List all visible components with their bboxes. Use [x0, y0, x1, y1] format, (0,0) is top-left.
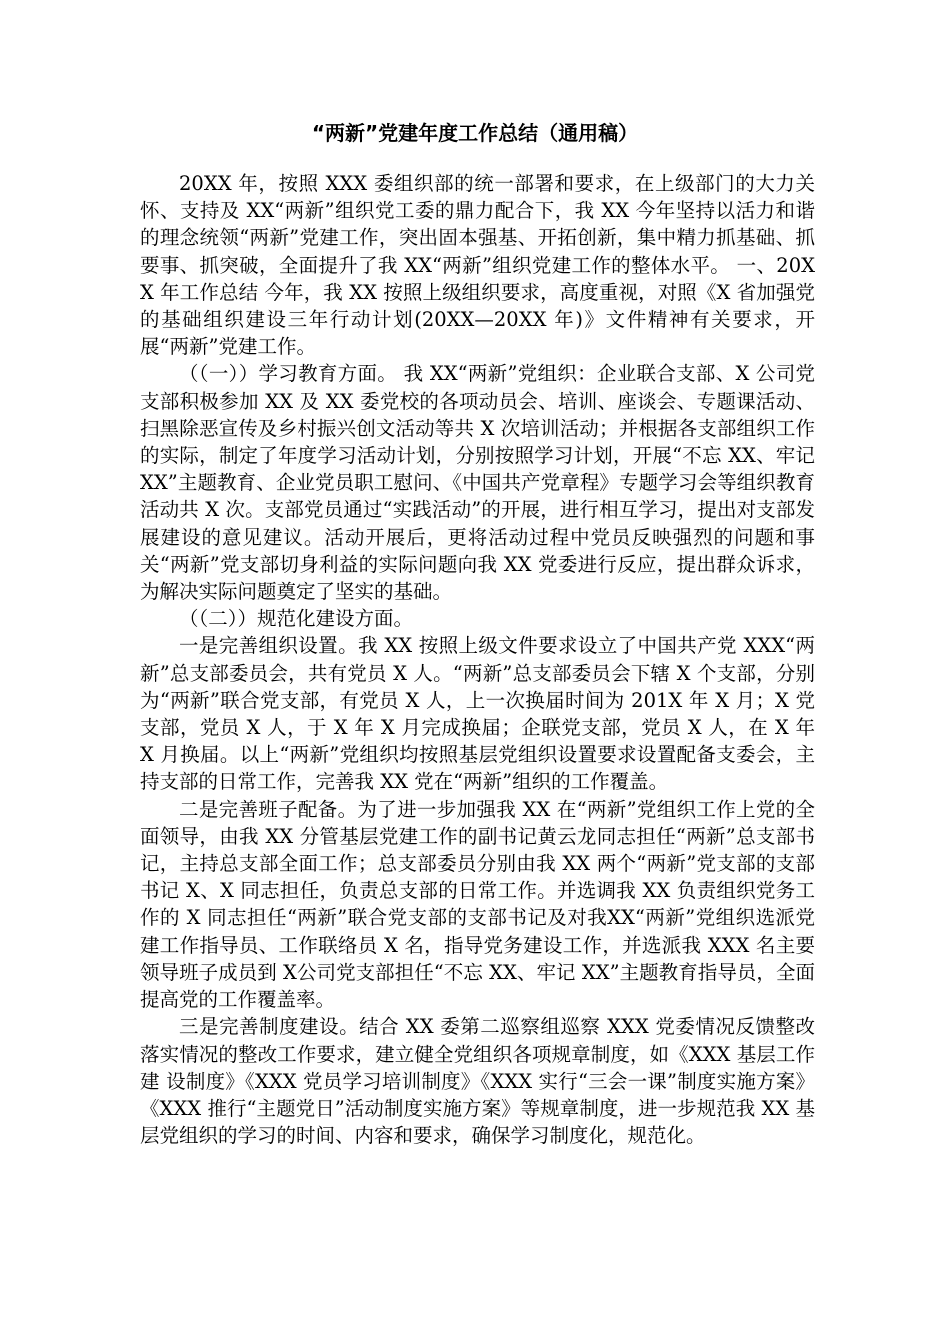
paragraph-study-education: （（一））学习教育方面。 我 XX“两新”党组织：企业联合支部、X 公司党支部积极参加 XX 及 XX 委党校的各项动员会、培训、座谈会、专题课活动、扫黑除恶宣传及乡村振兴创文活动等共 X 次培训活动；并根据各支部组织工作的实际，制定了年度学习活动计划，分别按照学习计划，开展“不忘 XX、牢记 XX”主题教育、企业党员职工慰问、《中国共产党章程》专题学习会等组织教育活动共 X 次。支部党员通过“实践活动”的开展，进行相互学习，提出对支部发展建设的意见建议。活动开展后，更将活动过程中党员反映强烈的问题和事关“两新”党支部切身利益的实际问题向我 XX 党委进行反应，提出群众诉求，为解决实际问题奠定了坚实的基础。: [140, 362, 815, 604]
document-title: “两新”党建年度工作总结（通用稿）: [311, 121, 639, 145]
paragraph-team-staffing: 二是完善班子配备。为了进一步加强我 XX 在“两新”党组织工作上党的全面领导，由我 XX 分管基层党建工作的副书记黄云龙同志担任“两新”总支部书记，主持总支部全面工作；总支部委员分别由我 XX 两个“两新”党支部的支部书记 X、X 同志担任，负责总支部的日常工作。并选调我 XX 负责组织党务工作的 X 同志担任“两新”联合党支部的支部书记及对我XX“两新”党组织选派党建工作指导员、工作联络员 X 名，指导党务建设工作，并选派我 XXX 名主要领导班子成员到 X公司党支部担任“不忘 XX、牢记 XX”主题教育指导员，全面提高党的工作覆盖率。: [140, 797, 815, 1012]
paragraph-organization-setup: 一是完善组织设置。我 XX 按照上级文件要求设立了中国共产党 XXX“两新”总支部委员会，共有党员 X 人。“两新”总支部委员会下辖 X 个支部，分别为“两新”联合党支部，有党员 X 人，上一次换届时间为 201X 年 X 月；X 党支部，党员 X 人，于 X 年 X 月完成换届；企联党支部，党员 X 人，在 X 年 X 月换届。以上“两新”党组织均按照基层党组织设置要求设置配备支委会，主持支部的日常工作，完善我 XX 党在“两新”组织的工作覆盖。: [140, 634, 815, 794]
paragraph-standardization-heading: （（二））规范化建设方面。: [179, 607, 414, 631]
paragraph-system-building: 三是完善制度建设。结合 XX 委第二巡察组巡察 XXX 党委情况反馈整改落实情况的整改工作要求，建立健全党组织各项规章制度，如《XXX 基层工作建 设制度》《XXX 党员学习培训制度》《XXX 实行“三会一课”制度实施方案》《XXX 推行“主题党日”活动制度实施方案》等规章制度，进一步规范我 XX 基层党组织的学习的时间、内容和要求，确保学习制度化，规范化。: [140, 1015, 815, 1148]
paragraph-intro: 20XX 年，按照 XXX 委组织部的统一部署和要求，在上级部门的大力关怀、支持及 XX“两新”组织党工委的鼎力配合下，我 XX 今年坚持以活力和谐的理念统领“两新”党建工作，突出固本强基、开拓创新，集中精力抓基础、抓要事、抓突破，全面提升了我 XX“两新”组织党建工作的整体水平。 一、20XX 年工作总结 今年，我 XX 按照上级组织要求，高度重视，对照《X 省加强党的基础组织建设三年行动计划(20XX—20XX 年)》文件精神有关要求，开展“两新”党建工作。: [140, 172, 815, 359]
document-body: [140, 170, 815, 1149]
